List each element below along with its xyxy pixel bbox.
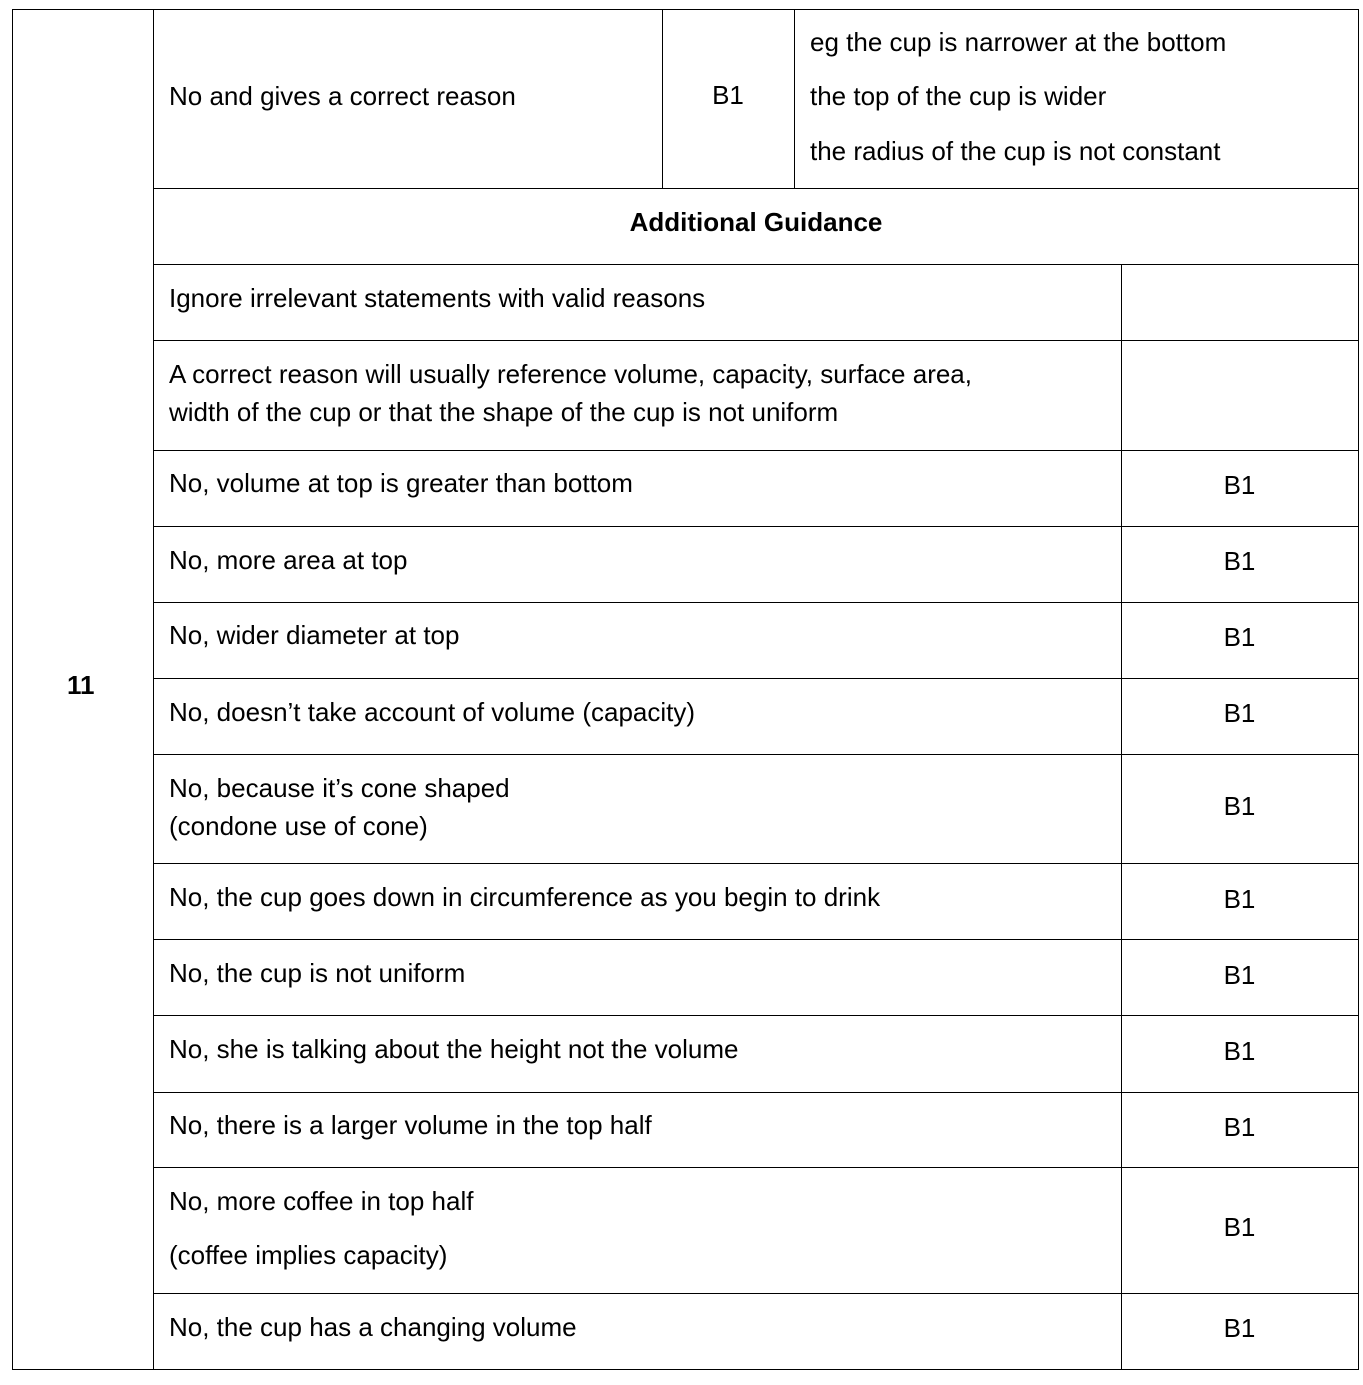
guidance-row-text: No, there is a larger volume in the top half: [169, 1110, 652, 1140]
answer-text: No and gives a correct reason: [169, 81, 516, 111]
guidance-row-text: No, the cup has a changing volume: [169, 1312, 577, 1342]
row-line: [153, 754, 1359, 755]
question-number: 11: [67, 670, 95, 700]
comment-line: the top of the cup is wider: [810, 81, 1107, 111]
table-border-top: [12, 9, 1359, 10]
guidance-row-mark: B1: [1223, 1112, 1256, 1142]
guidance-row-mark: B1: [1223, 470, 1256, 500]
guidance-row-text: width of the cup or that the shape of the cup is not uniform: [169, 397, 839, 427]
guidance-row-mark: B1: [1223, 884, 1256, 914]
guidance-row-mark: B1: [1223, 698, 1256, 728]
guidance-row-text: (condone use of cone): [169, 811, 428, 841]
guidance-row-text: (coffee implies capacity): [169, 1240, 448, 1270]
guidance-row-text: No, more coffee in top half: [169, 1186, 474, 1216]
guidance-row-text: Ignore irrelevant statements with valid reasons: [169, 283, 706, 313]
row-line: [153, 939, 1359, 940]
guidance-row-mark: B1: [1223, 622, 1256, 652]
guidance-row-text: No, the cup is not uniform: [169, 958, 466, 988]
guidance-row-mark: B1: [1223, 1212, 1256, 1242]
guidance-row-text: No, more area at top: [169, 545, 408, 575]
guidance-row-mark: B1: [1223, 546, 1256, 576]
comment-line: the radius of the cup is not constant: [810, 136, 1221, 166]
guidance-row-text: No, the cup goes down in circumference as you begin to drink: [169, 882, 881, 912]
row-line: [153, 340, 1359, 341]
row-line: [153, 1015, 1359, 1016]
row-line: [153, 1092, 1359, 1093]
row-line: [153, 602, 1359, 603]
row-line: [153, 526, 1359, 527]
table-border-left: [12, 9, 13, 1370]
answer-mark: B1: [712, 80, 744, 110]
row-line: [153, 1293, 1359, 1294]
guidance-row-text: No, she is talking about the height not the volume: [169, 1034, 739, 1064]
guidance-row-text: No, wider diameter at top: [169, 620, 460, 650]
row-line: [153, 450, 1359, 451]
row-line: [153, 678, 1359, 679]
guidance-row-mark: B1: [1223, 1036, 1256, 1066]
comment-line: eg the cup is narrower at the bottom: [810, 27, 1227, 57]
guidance-row-mark: B1: [1223, 1313, 1256, 1343]
guidance-row-mark: B1: [1223, 960, 1256, 990]
table-border-bottom: [12, 1369, 1359, 1370]
row-line: [153, 188, 1359, 189]
guidance-row-mark: B1: [1223, 791, 1256, 821]
top-row-divider-2: [794, 9, 795, 188]
guidance-row-text: A correct reason will usually reference volume, capacity, surface area,: [169, 359, 972, 389]
row-line: [153, 863, 1359, 864]
guidance-row-text: No, because it’s cone shaped: [169, 773, 510, 803]
guidance-row-text: No, volume at top is greater than bottom: [169, 468, 633, 498]
guidance-row-text: No, doesn’t take account of volume (capacity): [169, 697, 696, 727]
row-line: [153, 264, 1359, 265]
additional-guidance-heading: Additional Guidance: [629, 207, 883, 237]
row-line: [153, 1167, 1359, 1168]
